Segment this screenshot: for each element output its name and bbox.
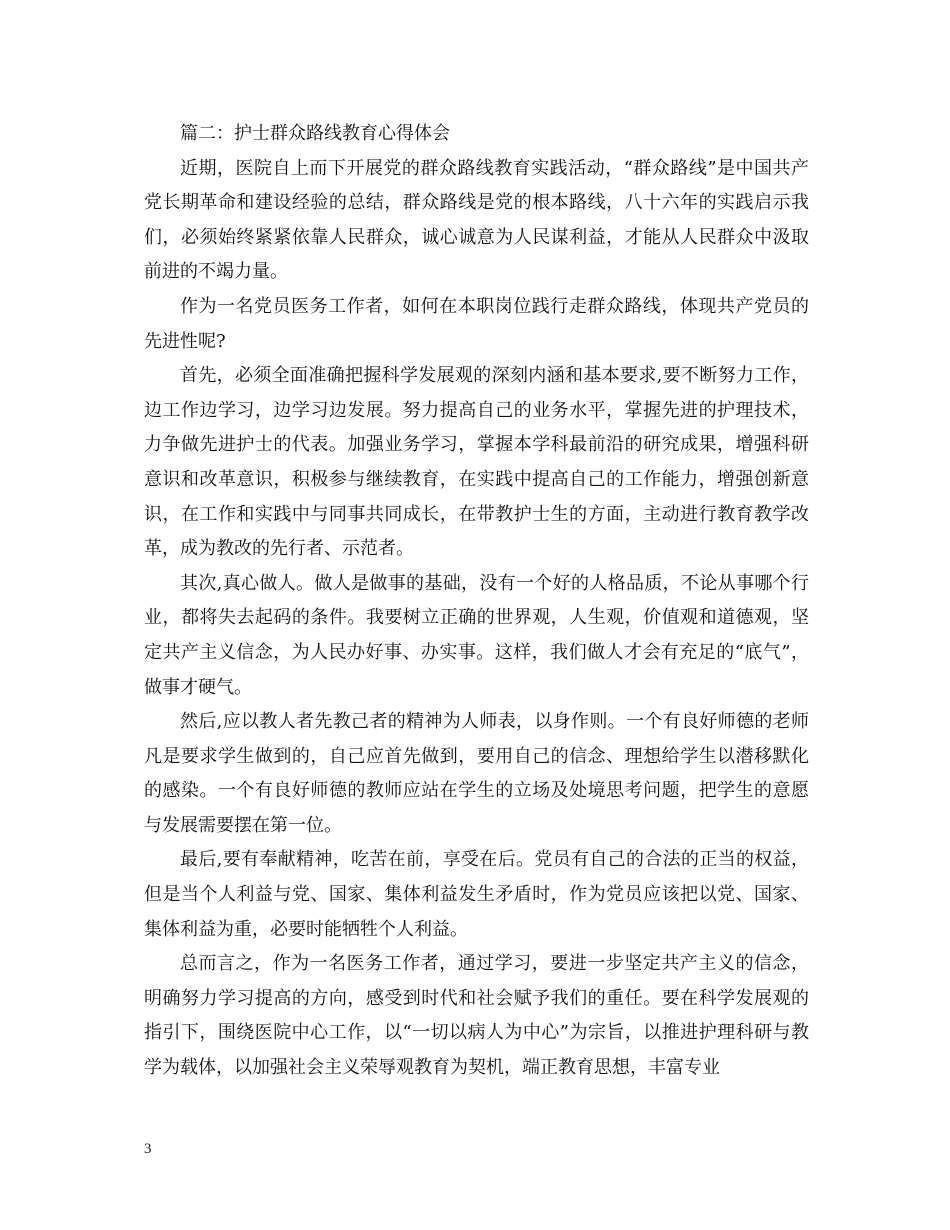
page-number: 3 [144,1141,152,1157]
document-body [144,117,809,1086]
paragraph-then: 然后,应以教人者先教己者的精神为人师表，以身作则。一个有良好师德的老师凡是要求学生做到的，自己应首先做到，要用自己的信念、理想给学生以潜移默化的感染。一个有良好师德的教师应站在学生的立场及处境思考问题，把学生的意愿与发展需要摆在第一位。 [144,711,809,836]
paragraph-question: 作为一名党员医务工作者，如何在本职岗位践行走群众路线，体现共产党员的先进性呢? [144,295,809,352]
paragraph-last: 最后,要有奉献精神，吃苦在前，享受在后。党员有自己的合法的正当的权益，但是当个人利益与党、国家、集体利益发生矛盾时，作为党员应该把以党、国家、集体利益为重，必要时能牺牲个人利益。 [144,849,809,940]
paragraph-summary: 总而言之，作为一名医务工作者，通过学习，要进一步坚定共产主义的信念，明确努力学习提高的方向，感受到时代和社会赋予我们的重任。要在科学发展观的指引下，围绕医院中心工作，以“一切以病人为中心”为宗旨，以推进护理科研与教学为载体，以加强社会主义荣辱观教育为契机，端正教育思想，丰富专业 [144,953,809,1079]
section-heading: 篇二：护士群众路线教育心得体会 [180,123,450,144]
paragraph-intro: 近期，医院自上而下开展党的群众路线教育实践活动，“群众路线”是中国共产党长期革命和建设经验的总结，群众路线是党的根本路线，八十六年的实践启示我们，必须始终紧紧依靠人民群众，诚心诚意为人民谋利益，才能从人民群众中汲取前进的不竭力量。 [144,157,809,283]
paragraph-first: 首先，必须全面准确把握科学发展观的深刻内涵和基本要求,要不断努力工作，边工作边学习，边学习边发展。努力提高自己的业务水平，掌握先进的护理技术，力争做先进护士的代表。加强业务学习，掌握本学科最前沿的研究成果，增强科研意识和改革意识，积极参与继续教育，在实践中提高自己的工作能力，增强创新意识，在工作和实践中与同事共同成长，在带教护士生的方面，主动进行教育教学改革，成为教改的先行者、示范者。 [144,365,809,560]
paragraph-second: 其次,真心做人。做人是做事的基础，没有一个好的人格品质，不论从事哪个行业，都将失去起码的条件。我要树立正确的世界观，人生观，价值观和道德观，坚定共产主义信念，为人民办好事、办实事。这样，我们做人才会有充足的“底气”，做事才硬气。 [144,572,809,698]
